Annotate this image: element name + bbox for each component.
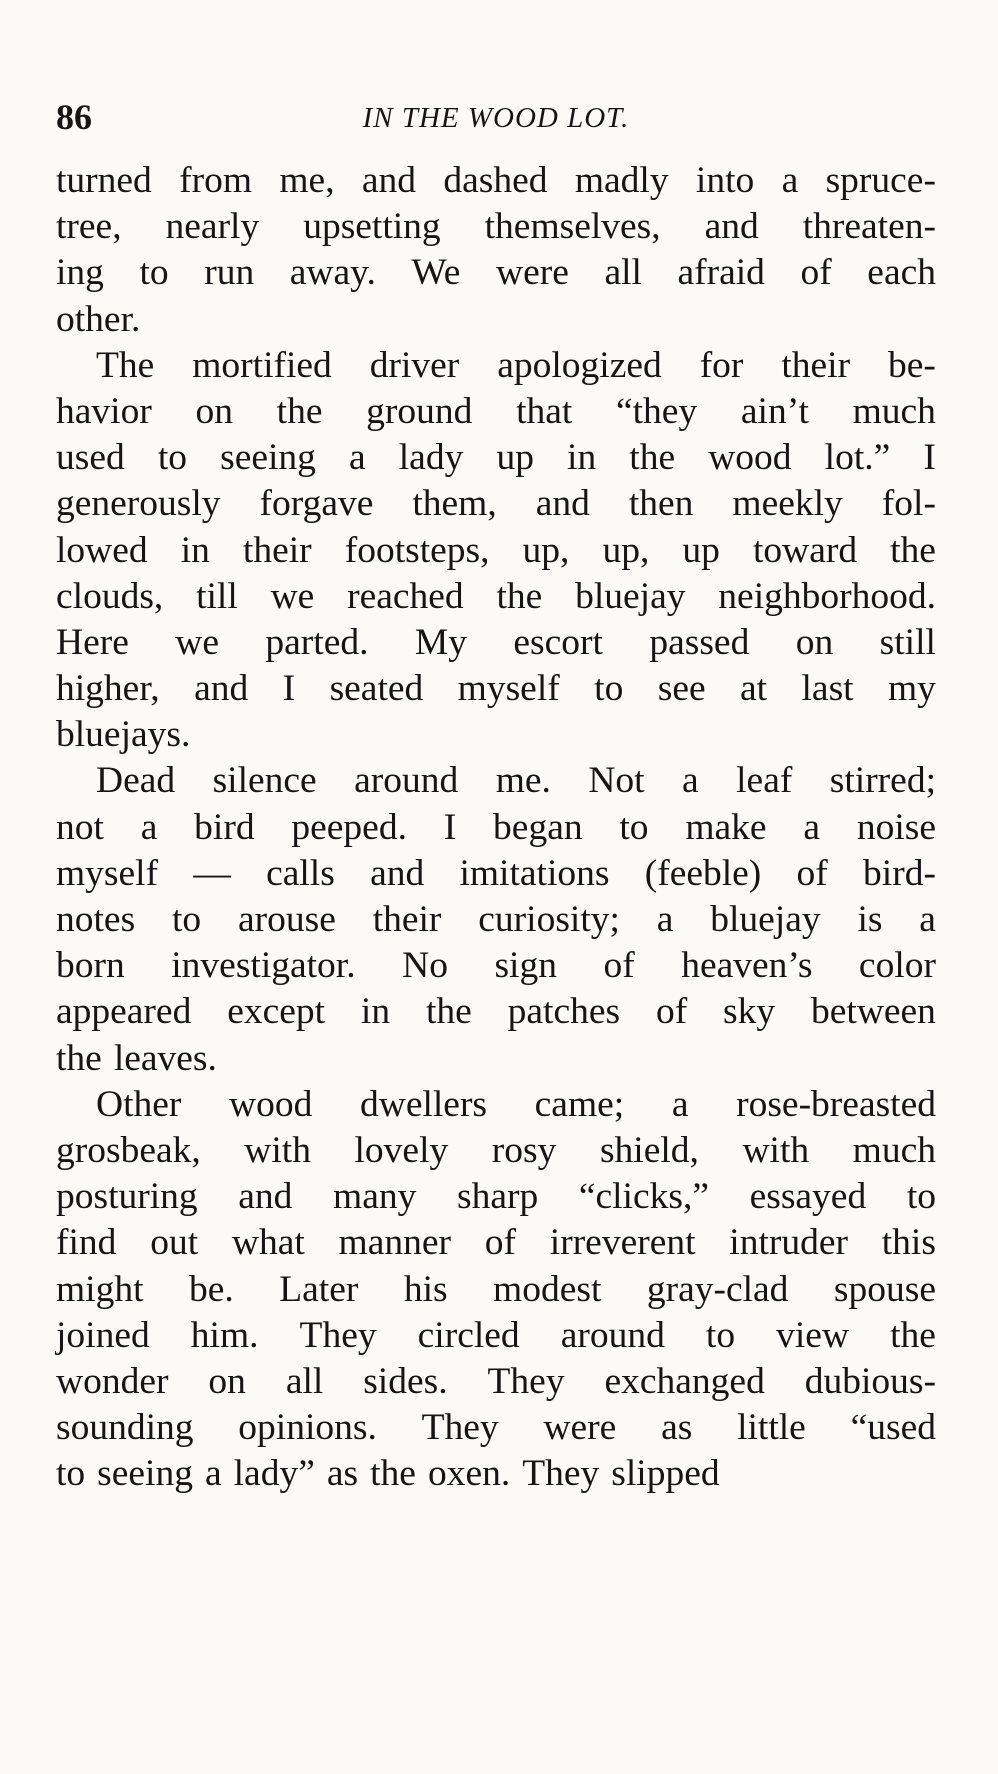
word: stirred; [829, 760, 936, 802]
word: except [227, 991, 326, 1033]
word: to [139, 252, 169, 294]
word: exchanged [604, 1360, 765, 1402]
text-line [56, 758, 936, 804]
word: wood [229, 1083, 313, 1125]
word: havior [56, 390, 152, 432]
word: appeared [56, 991, 192, 1033]
word: of [800, 252, 832, 294]
word: spouse [833, 1268, 936, 1310]
word: We [411, 252, 461, 294]
word: might [56, 1268, 144, 1310]
word: Here [56, 621, 129, 663]
text-line [56, 712, 936, 758]
word: all [285, 1360, 324, 1402]
page-header [56, 96, 936, 146]
word: what [231, 1222, 305, 1264]
word: forgave [259, 483, 374, 525]
word: sky [723, 991, 776, 1033]
word: parted. [265, 621, 369, 663]
text-line [56, 1128, 936, 1174]
word: to [56, 1453, 86, 1495]
word: and [370, 852, 425, 894]
word: me, [279, 160, 335, 201]
word: me. [495, 760, 551, 802]
word: opinions. [238, 1407, 377, 1449]
word: view [776, 1314, 850, 1356]
word: circled [417, 1314, 520, 1356]
word: the [890, 529, 936, 571]
word: up [682, 529, 720, 571]
word: up, [602, 529, 650, 571]
paragraph [56, 1082, 936, 1498]
word: ain’t [740, 390, 809, 432]
word: arouse [238, 899, 336, 940]
word: grosbeak, [56, 1129, 201, 1171]
word: find [56, 1222, 117, 1264]
word: “they [615, 390, 698, 432]
text-line [56, 389, 936, 435]
word: curiosity; [478, 899, 620, 940]
word: with [244, 1129, 311, 1171]
word: other. [56, 298, 141, 340]
word: run [204, 252, 255, 294]
running-head: IN THE WOOD LOT. [362, 102, 630, 134]
word: “clicks,” [578, 1176, 709, 1218]
word: reached [347, 575, 464, 617]
word: each [867, 252, 936, 294]
text-line [56, 943, 936, 989]
word: “used [850, 1407, 936, 1449]
text-line [56, 574, 936, 620]
word: bluejays. [56, 714, 191, 756]
text-line [56, 1220, 936, 1266]
text-line [56, 1359, 936, 1405]
word: lot.” [824, 437, 891, 479]
word: of [796, 852, 828, 894]
word: noise [856, 806, 936, 848]
word: I [443, 806, 457, 848]
word: rosy [491, 1129, 557, 1171]
word: a [803, 806, 821, 848]
word: born [56, 945, 125, 987]
word: bird [194, 806, 255, 848]
text-line [56, 666, 936, 712]
word: still [879, 621, 936, 663]
word: and [238, 1176, 293, 1218]
word: seated [329, 668, 424, 710]
word: wonder [56, 1360, 169, 1402]
word: up, [522, 529, 570, 571]
word: much [852, 390, 936, 432]
word: joined [56, 1314, 150, 1356]
word: clouds, [56, 575, 164, 617]
word: to [906, 1176, 936, 1218]
paragraph [56, 758, 936, 1081]
word: seeing [220, 437, 316, 479]
word: the [890, 1314, 936, 1356]
word: we [175, 621, 219, 663]
word: used [56, 437, 125, 479]
word: neighborhood. [718, 575, 936, 617]
word: came; [534, 1083, 625, 1125]
text-line [56, 1313, 936, 1359]
word: Later [279, 1268, 359, 1310]
word: many [333, 1176, 417, 1218]
word: They [421, 1407, 499, 1449]
text-line [56, 297, 936, 343]
word: were [543, 1407, 617, 1449]
word: a [781, 160, 799, 201]
word: color [858, 945, 936, 987]
word: were [496, 252, 569, 294]
word: madly [574, 160, 669, 201]
word: The [96, 344, 155, 386]
paragraph [56, 343, 936, 759]
text-line [56, 851, 936, 897]
word: the [370, 1453, 416, 1495]
word: their [372, 899, 442, 940]
word: ing [56, 252, 104, 294]
word: themselves, [484, 206, 661, 248]
word: into [695, 160, 755, 201]
word: their [242, 529, 312, 571]
word: little [737, 1407, 806, 1449]
word: posturing [56, 1176, 198, 1218]
word: manner [338, 1222, 451, 1264]
word: in [180, 529, 210, 571]
text-line [56, 435, 936, 481]
text-line [56, 1451, 936, 1497]
word: spruce- [825, 160, 936, 201]
word: a [671, 1083, 689, 1125]
word: to [705, 1314, 736, 1356]
text-line [56, 989, 936, 1035]
word: driver [369, 344, 460, 386]
word: meekly [732, 483, 843, 525]
word: They [487, 1360, 565, 1402]
text-line [56, 204, 936, 250]
word: a [349, 437, 366, 479]
word: is [857, 899, 883, 940]
word: as [326, 1453, 359, 1495]
word: Dead [96, 760, 176, 802]
word: My [414, 621, 467, 663]
word: sign [494, 945, 557, 987]
word: out [150, 1222, 199, 1264]
word: No [402, 945, 448, 987]
word: fol- [881, 483, 936, 525]
word: a [140, 806, 158, 848]
word: much [852, 1129, 936, 1171]
word: at [740, 668, 768, 710]
word: ground [366, 390, 473, 432]
word: dwellers [359, 1083, 488, 1125]
body-text [56, 158, 936, 1497]
word: the [425, 991, 472, 1033]
word: not [56, 806, 104, 848]
word: the [276, 390, 323, 432]
word: higher, [56, 668, 160, 710]
word: be- [888, 344, 936, 386]
word: them, [412, 483, 497, 525]
word: as [661, 1407, 693, 1449]
word: They [299, 1314, 377, 1356]
word: shield, [599, 1129, 699, 1171]
text-line [56, 528, 936, 574]
word: and [194, 668, 249, 710]
word: the [496, 575, 543, 617]
text-line [56, 1082, 936, 1128]
word: to [172, 899, 202, 940]
word: Not [588, 760, 645, 802]
word: leaves. [113, 1037, 217, 1079]
word: essayed [749, 1176, 867, 1218]
text-line [56, 481, 936, 527]
word: mortified [192, 344, 332, 386]
text-line [56, 158, 936, 204]
word: to [619, 806, 649, 848]
page-number: 86 [56, 97, 92, 137]
word: slipped [611, 1453, 720, 1495]
text-line [56, 1405, 936, 1451]
word: footsteps, [344, 529, 490, 571]
word: modest [493, 1268, 602, 1310]
word: lovely [354, 1129, 449, 1171]
word: sides. [363, 1360, 448, 1402]
word: investigator. [171, 945, 356, 987]
word: then [628, 483, 694, 525]
word: patches [507, 991, 621, 1033]
word: myself [457, 668, 560, 710]
word: all [604, 252, 642, 294]
word: sharp [456, 1176, 539, 1218]
word: apologized [497, 344, 662, 386]
word: — [193, 852, 231, 894]
word: nearly [165, 206, 260, 248]
word: a [204, 1453, 222, 1495]
paragraph [56, 158, 936, 343]
text-line [56, 250, 936, 296]
word: myself [56, 852, 159, 894]
word: began [493, 806, 583, 848]
word: make [685, 806, 767, 848]
word: with [742, 1129, 810, 1171]
word: around [560, 1314, 665, 1356]
word: notes [56, 899, 136, 940]
word: generously [56, 483, 221, 525]
word: oxen. [427, 1453, 511, 1495]
word: I [282, 668, 296, 710]
word: bluejay [575, 575, 686, 617]
word: between [811, 991, 936, 1033]
word: till [196, 575, 238, 617]
word: passed [649, 621, 750, 663]
word: dubious- [804, 1360, 936, 1402]
word: I [923, 437, 936, 479]
word: the [629, 437, 676, 479]
word: peeped. [291, 806, 407, 848]
word: bird- [863, 852, 936, 894]
text-line [56, 805, 936, 851]
text-line [56, 1036, 936, 1082]
word: him. [190, 1314, 259, 1356]
word: imitations [459, 852, 610, 894]
word: intruder [729, 1222, 848, 1264]
word: gray-clad [646, 1268, 789, 1310]
word: of [603, 945, 635, 987]
word: and [535, 483, 590, 525]
word: in [567, 437, 597, 479]
word: their [781, 344, 851, 386]
text-line [56, 1174, 936, 1220]
word: threaten- [802, 206, 936, 248]
word: upsetting [303, 206, 441, 248]
word: see [657, 668, 706, 710]
word: lady [398, 437, 464, 479]
word: afraid [677, 252, 765, 294]
word: and [361, 160, 417, 201]
word: around [354, 760, 459, 802]
word: bluejay [710, 899, 821, 940]
word: his [403, 1268, 448, 1310]
word: the [56, 1037, 102, 1079]
text-line [56, 1267, 936, 1313]
word: tree, [56, 206, 122, 248]
word: of [655, 991, 688, 1033]
word: for [699, 344, 744, 386]
word: sounding [56, 1407, 194, 1449]
word: and [704, 206, 759, 248]
word: rose-breasted [736, 1083, 936, 1125]
word: we [270, 575, 315, 617]
word: wood [708, 437, 792, 479]
word: heaven’s [681, 945, 813, 987]
word: away. [289, 252, 376, 294]
word: to [157, 437, 188, 479]
word: (feeble) [644, 852, 762, 894]
word: from [179, 160, 253, 201]
word: lowed [56, 529, 148, 571]
word: of [484, 1222, 517, 1264]
word: up [496, 437, 534, 479]
word: be. [188, 1268, 234, 1310]
word: on [208, 1360, 246, 1402]
word: Other [96, 1083, 182, 1125]
word: escort [513, 621, 603, 663]
word: dashed [443, 160, 548, 201]
word: toward [752, 529, 858, 571]
word: leaf [736, 760, 793, 802]
word: a [682, 760, 699, 802]
word: on [795, 621, 834, 663]
word: last [801, 668, 854, 710]
text-line [56, 620, 936, 666]
word: to [594, 668, 624, 710]
word: in [360, 991, 391, 1033]
text-line [56, 343, 936, 389]
word: seeing [97, 1453, 193, 1495]
word: this [881, 1222, 936, 1264]
word: They [522, 1453, 600, 1495]
text-line [56, 897, 936, 943]
word: lady” [233, 1453, 315, 1495]
word: calls [266, 852, 335, 894]
word: a [656, 899, 674, 940]
word: silence [212, 760, 317, 802]
word: a [919, 899, 936, 940]
word: irreverent [549, 1222, 696, 1264]
word: turned [56, 160, 152, 201]
word: on [195, 390, 233, 432]
word: that [516, 390, 573, 432]
word: my [888, 668, 936, 710]
